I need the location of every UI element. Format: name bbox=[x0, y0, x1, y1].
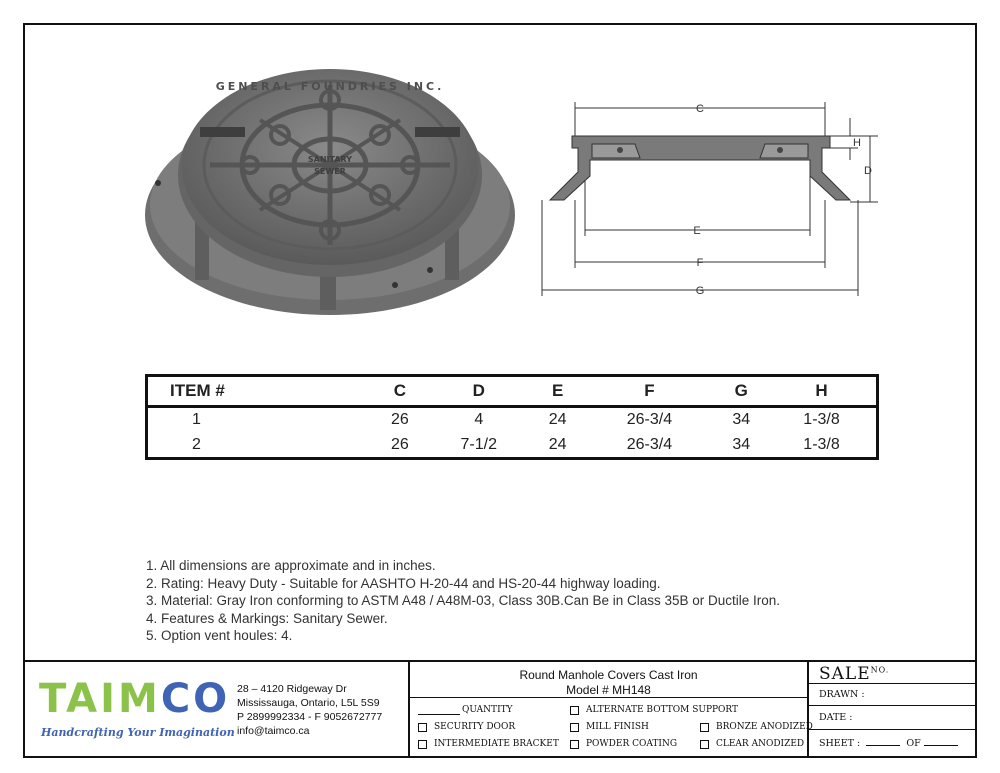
date-row bbox=[809, 706, 977, 730]
dim-f-label: F bbox=[696, 257, 704, 269]
option-quantity[interactable] bbox=[418, 705, 513, 715]
table-cell: 26 bbox=[391, 435, 409, 453]
option-label: SECURITY DOOR bbox=[434, 722, 516, 732]
dim-d-label: D bbox=[864, 165, 872, 177]
table-header: ITEM # bbox=[147, 376, 375, 407]
table-header: F bbox=[583, 376, 715, 407]
table-cell: 26 bbox=[391, 411, 409, 429]
cross-section-drawing bbox=[540, 100, 880, 300]
checkbox-icon[interactable] bbox=[570, 706, 579, 715]
checkbox-icon[interactable] bbox=[570, 723, 579, 732]
option-label: POWDER COATING bbox=[586, 739, 678, 749]
table-row bbox=[147, 433, 878, 459]
table-cell: 1 bbox=[192, 411, 201, 429]
address-line: 28 – 4120 Ridgeway Dr bbox=[237, 683, 347, 695]
dim-e-label: E bbox=[693, 225, 701, 237]
option-label: CLEAR ANODIZED bbox=[716, 739, 805, 749]
drawing-model: Model # MH148 bbox=[566, 683, 651, 697]
cover-center-bottom: SEWER bbox=[314, 167, 346, 176]
sale-row bbox=[809, 662, 977, 684]
title-block bbox=[25, 660, 977, 758]
phone-line: P 2899992334 - F 9052672777 bbox=[237, 711, 383, 723]
table-header: G bbox=[715, 376, 767, 407]
checkbox-icon[interactable] bbox=[700, 740, 709, 749]
note-item: 5. Option vent houles: 4. bbox=[146, 628, 293, 643]
option-clear[interactable] bbox=[700, 739, 804, 749]
table-cell: 24 bbox=[548, 435, 567, 453]
cover-ring-text: GENERAL FOUNDRIES INC. bbox=[215, 80, 445, 93]
checkbox-icon[interactable] bbox=[700, 723, 709, 732]
drawing-title: Round Manhole Covers Cast Iron bbox=[519, 668, 698, 682]
address-line: Mississauga, Ontario, L5L 5S9 bbox=[237, 697, 380, 709]
dim-c-label: C bbox=[696, 103, 704, 115]
company-logo: TAIMCO bbox=[39, 676, 231, 722]
drawn-label: DRAWN : bbox=[819, 689, 865, 700]
option-security-door[interactable] bbox=[418, 722, 515, 732]
checkbox-icon[interactable] bbox=[570, 740, 579, 749]
table-cell: 2 bbox=[192, 435, 201, 453]
table-cell: 1-3/8 bbox=[803, 411, 840, 429]
table-header: H bbox=[767, 376, 877, 407]
option-alt-bottom[interactable] bbox=[570, 705, 738, 715]
option-label: BRONZE ANODIZED bbox=[716, 722, 813, 732]
company-block bbox=[25, 662, 410, 758]
drawn-row bbox=[809, 684, 977, 706]
checkbox-icon[interactable] bbox=[418, 740, 427, 749]
table-header: D bbox=[426, 376, 532, 407]
table-cell: 1-3/8 bbox=[803, 435, 840, 453]
option-label: ALTERNATE BOTTOM SUPPORT bbox=[586, 705, 739, 715]
option-label: INTERMEDIATE BRACKET bbox=[434, 739, 559, 749]
table-cell: 34 bbox=[732, 435, 751, 453]
note-item: 4. Features & Markings: Sanitary Sewer. bbox=[146, 610, 388, 626]
email-link[interactable]: info@taimco.ca bbox=[237, 725, 310, 737]
table-cell: 26-3/4 bbox=[626, 435, 673, 453]
option-intermediate[interactable] bbox=[418, 739, 559, 749]
table-header-row bbox=[147, 376, 878, 407]
note-item: 3. Material: Gray Iron conforming to ASTM A48 / A48M-03, Class 30B.Can Be in Class 35B or Ductile Iron. bbox=[146, 593, 781, 608]
option-bronze[interactable] bbox=[700, 722, 813, 732]
approval-block bbox=[809, 662, 977, 758]
manhole-cover-render bbox=[140, 55, 520, 320]
date-label: DATE : bbox=[819, 712, 853, 723]
company-address bbox=[237, 682, 382, 738]
sheet-row bbox=[809, 730, 977, 756]
option-powder[interactable] bbox=[570, 739, 677, 749]
quantity-blank bbox=[418, 705, 460, 715]
table-cell: 7-1/2 bbox=[460, 435, 497, 453]
note-item: 1. All dimensions are approximate and in inches. bbox=[146, 558, 436, 573]
table-cell: 34 bbox=[732, 411, 751, 429]
table-row bbox=[147, 407, 878, 433]
option-mill-finish[interactable] bbox=[570, 722, 649, 732]
sale-label: $SALE^{NO.}$ bbox=[819, 664, 890, 684]
dim-g-label: G bbox=[695, 285, 705, 297]
option-label: QUANTITY bbox=[462, 705, 513, 715]
company-tagline: Handcrafting Your Imagination bbox=[41, 726, 235, 739]
table-cell: 24 bbox=[548, 411, 567, 429]
dim-h-label: H bbox=[853, 137, 861, 149]
checkbox-icon[interactable] bbox=[418, 723, 427, 732]
cover-center-top: SANITARY bbox=[307, 155, 353, 164]
note-item: 2. Rating: Heavy Duty - Suitable for AASHTO H-20-44 and HS-20-44 highway loading. bbox=[146, 575, 661, 591]
table-cell: 4 bbox=[474, 411, 484, 429]
drawing-title-block bbox=[410, 662, 813, 758]
option-label: MILL FINISH bbox=[586, 722, 649, 732]
table-header: E bbox=[532, 376, 584, 407]
sheet-label: SHEET : OF bbox=[819, 736, 958, 749]
table-cell: 26-3/4 bbox=[626, 411, 673, 429]
dimension-table bbox=[145, 374, 879, 460]
table-header: C bbox=[374, 376, 426, 407]
notes-list bbox=[146, 557, 846, 645]
